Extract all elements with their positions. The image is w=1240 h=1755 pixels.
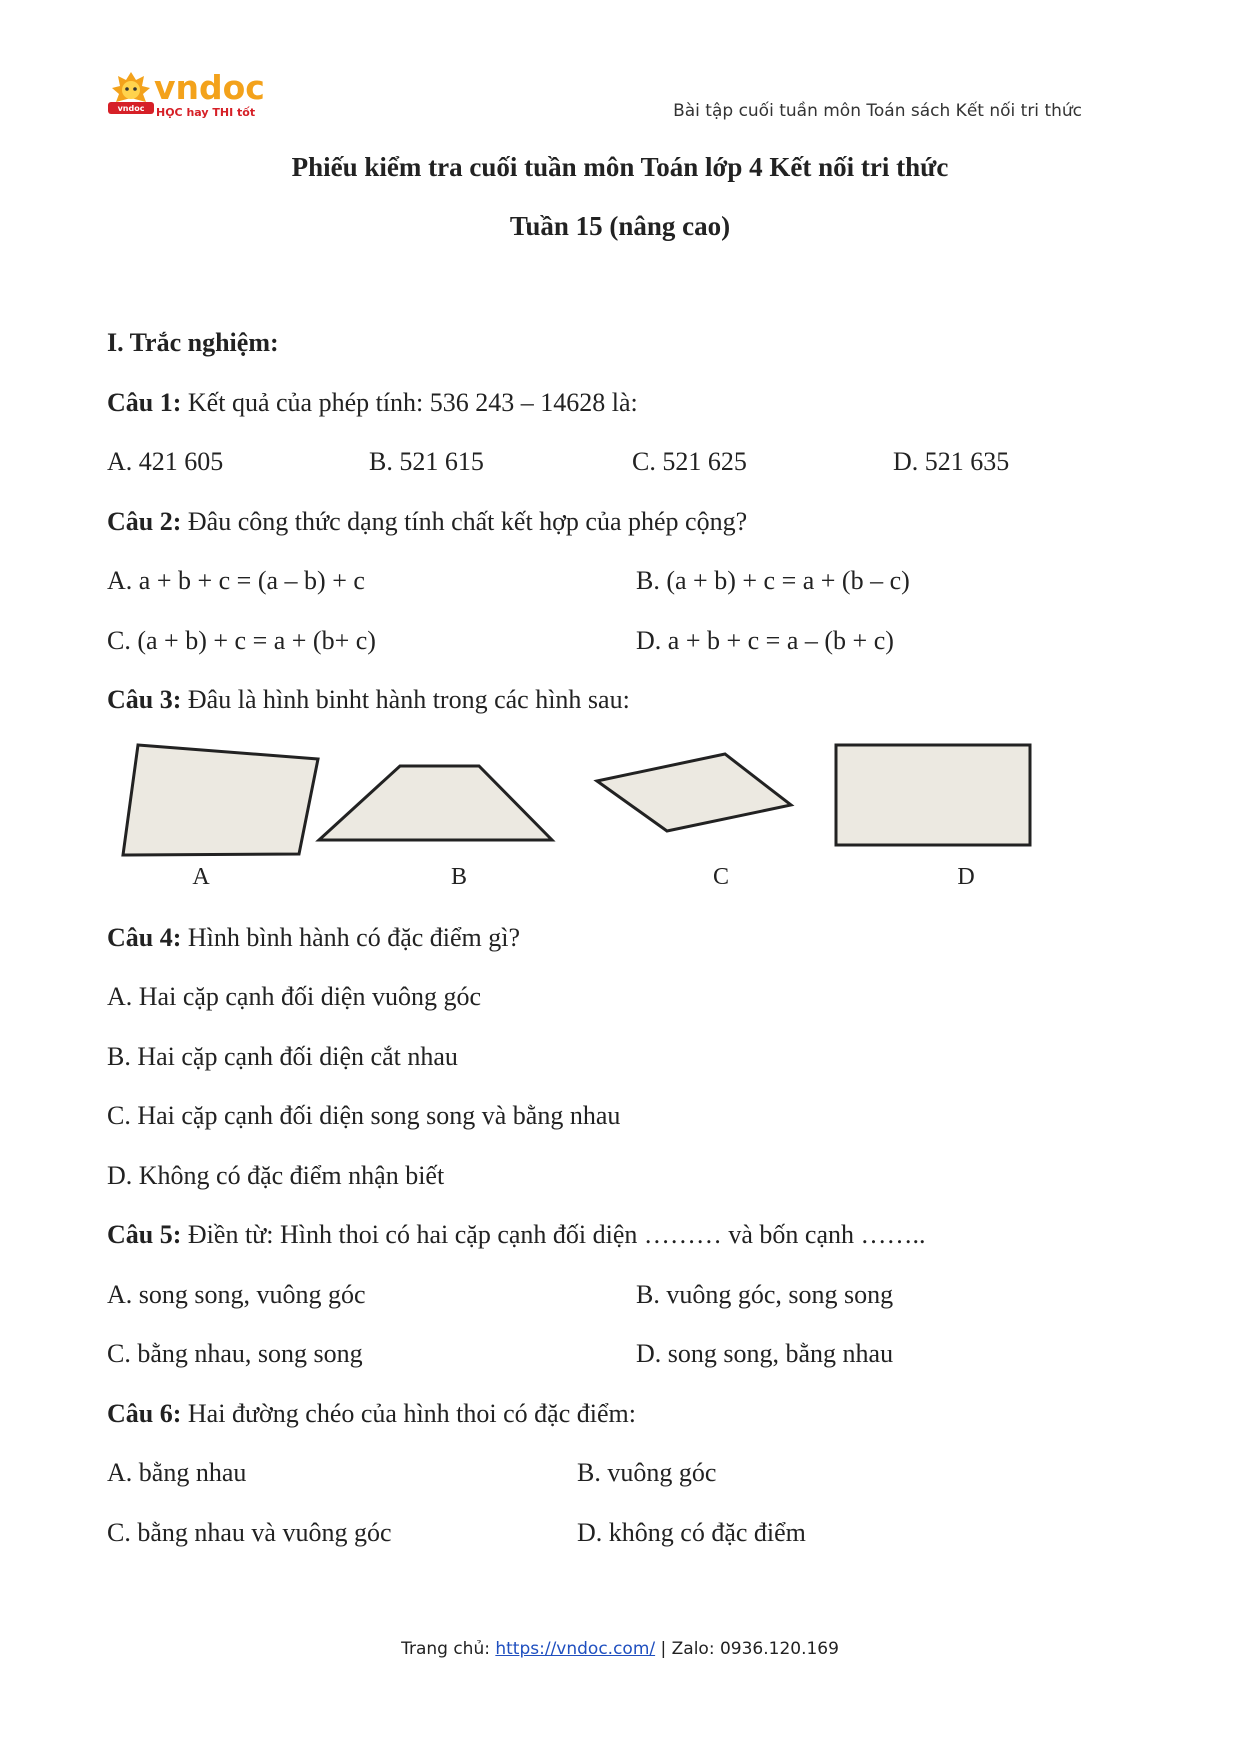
q4-option-d[interactable]: D. Không có đặc điểm nhận biết	[107, 1161, 445, 1190]
question-4-text: Hình bình hành có đặc điểm gì?	[181, 923, 521, 952]
shape-c-rhombus[interactable]	[597, 754, 791, 831]
question-4	[107, 923, 520, 953]
logo-wordmark: vndoc	[154, 68, 265, 107]
question-3-text: Đâu là hình binht hành trong các hình sau:	[181, 685, 630, 714]
header-subtitle: Bài tập cuối tuần môn Toán sách Kết nối tri thức	[673, 101, 1082, 121]
question-3	[107, 685, 630, 715]
page-footer	[0, 1639, 1240, 1659]
shape-label-d: D	[957, 864, 975, 890]
question-4-label: Câu 4:	[107, 923, 182, 952]
q6-option-c[interactable]: C. bằng nhau và vuông góc	[107, 1518, 392, 1547]
q5-option-d[interactable]: D. song song, bằng nhau	[636, 1339, 894, 1368]
logo-tagline: HỌC hay THI tốt	[156, 106, 256, 119]
question-5-text: Điền từ: Hình thoi có hai cặp cạnh đối diện ……… và bốn cạnh ……..	[181, 1220, 926, 1249]
q1-option-a[interactable]: A. 421 605	[107, 447, 224, 476]
q2-option-a[interactable]: A. a + b + c = (a – b) + c	[107, 566, 365, 595]
question-6-label: Câu 6:	[107, 1399, 182, 1428]
question-5	[107, 1220, 926, 1250]
shape-label-c: C	[712, 864, 730, 890]
question-2-text: Đâu công thức dạng tính chất kết hợp của phép cộng?	[181, 507, 748, 536]
q5-option-a[interactable]: A. song song, vuông góc	[107, 1280, 366, 1309]
question-2	[107, 507, 747, 537]
q4-option-a[interactable]: A. Hai cặp cạnh đối diện vuông góc	[107, 982, 482, 1011]
question-2-label: Câu 2:	[107, 507, 182, 536]
question-1	[107, 388, 638, 418]
footer-prefix: Trang chủ:	[401, 1639, 496, 1659]
q6-option-b[interactable]: B. vuông góc	[577, 1458, 717, 1487]
question-5-label: Câu 5:	[107, 1220, 182, 1249]
question-1-text: Kết quả của phép tính: 536 243 – 14628 là:	[181, 388, 638, 417]
shape-b-trapezoid[interactable]	[319, 766, 552, 840]
document-subtitle: Tuần 15 (nâng cao)	[509, 211, 731, 241]
q4-option-b[interactable]: B. Hai cặp cạnh đối diện cắt nhau	[107, 1042, 458, 1071]
question-3-shapes	[107, 740, 1057, 900]
logo-badge-text: vndoc	[117, 104, 145, 113]
q5-option-b[interactable]: B. vuông góc, song song	[636, 1280, 894, 1309]
footer-homepage-link[interactable]: https://vndoc.com/	[495, 1639, 656, 1659]
q2-option-b[interactable]: B. (a + b) + c = a + (b – c)	[636, 566, 910, 595]
logo-mascot-icon	[106, 68, 156, 120]
question-6-text: Hai đường chéo của hình thoi có đặc điểm:	[181, 1399, 636, 1428]
vndoc-logo[interactable]	[106, 68, 266, 124]
shape-a-parallelogram[interactable]	[123, 745, 318, 855]
shape-d-rectangle[interactable]	[836, 745, 1030, 845]
q4-option-c[interactable]: C. Hai cặp cạnh đối diện song song và bằng nhau	[107, 1101, 621, 1130]
q6-option-d[interactable]: D. không có đặc điểm	[577, 1518, 806, 1547]
shape-label-b: B	[450, 864, 468, 890]
q6-option-a[interactable]: A. bằng nhau	[107, 1458, 247, 1487]
document-title: Phiếu kiểm tra cuối tuần môn Toán lớp 4 Kết nối tri thức	[291, 152, 949, 182]
q5-option-c[interactable]: C. bằng nhau, song song	[107, 1339, 363, 1368]
question-6	[107, 1399, 636, 1429]
q2-option-c[interactable]: C. (a + b) + c = a + (b+ c)	[107, 626, 376, 655]
question-1-label: Câu 1:	[107, 388, 182, 417]
q2-option-d[interactable]: D. a + b + c = a – (b + c)	[636, 626, 894, 655]
footer-zalo: | Zalo: 0936.120.169	[655, 1639, 839, 1659]
q1-option-d[interactable]: D. 521 635	[893, 447, 1010, 476]
q1-option-b[interactable]: B. 521 615	[369, 447, 484, 476]
q1-option-c[interactable]: C. 521 625	[632, 447, 747, 476]
shape-label-a: A	[192, 864, 210, 890]
question-3-label: Câu 3:	[107, 685, 182, 714]
section-heading-multiple-choice: I. Trắc nghiệm:	[107, 328, 279, 357]
